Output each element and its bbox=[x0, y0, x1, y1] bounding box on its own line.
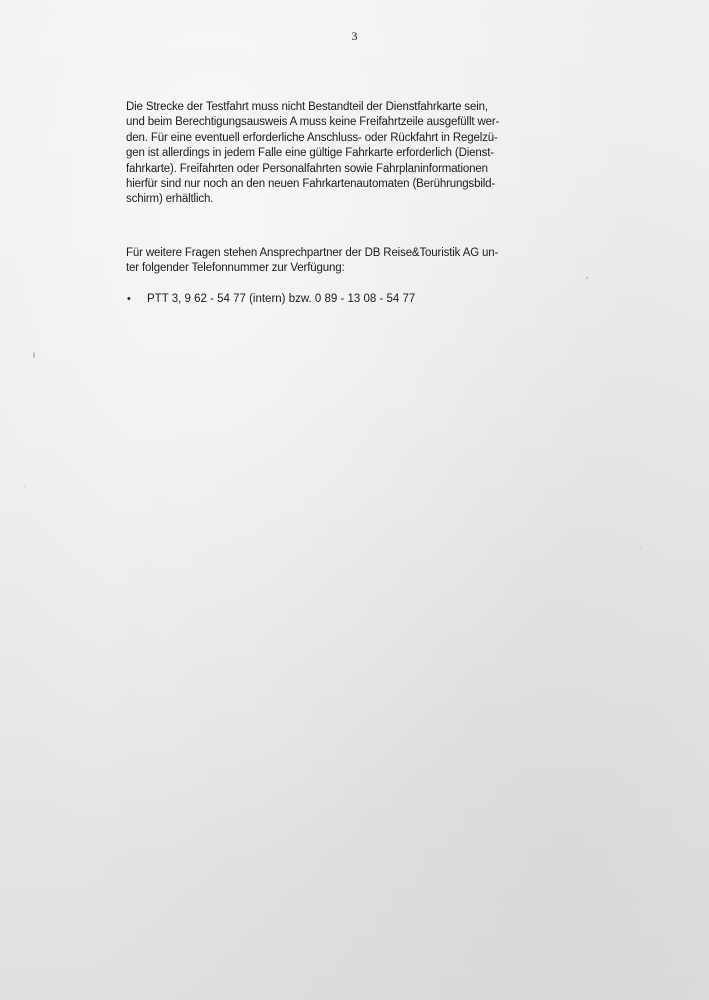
paragraph-line: hierfür sind nur noch an den neuen Fahrkartenautomaten (Berührungsbild- bbox=[126, 178, 496, 191]
paragraph-line: ter folgender Telefonnummer zur Verfügung: bbox=[126, 262, 345, 275]
speck bbox=[24, 486, 25, 487]
paragraph-line: und beim Berechtigungsausweis A muss keine Freifahrtzeile ausgefüllt wer- bbox=[126, 116, 500, 129]
speck bbox=[586, 277, 588, 279]
paragraph-line: den. Für eine eventuell erforderliche Anschluss- oder Rückfahrt in Regelzü- bbox=[126, 131, 498, 144]
list-item bbox=[126, 292, 415, 307]
paragraph-line: Für weitere Fragen stehen Ansprechpartner der DB Reise&Touristik AG un- bbox=[126, 247, 499, 259]
paragraph-line: schirm) erhältlich. bbox=[126, 193, 214, 206]
paragraph-contact-info bbox=[126, 246, 566, 277]
bullet-icon: • bbox=[127, 293, 131, 305]
paragraph-line: Die Strecke der Testfahrt muss nicht Bestandteil der Dienstfahrkarte sein, bbox=[126, 101, 488, 113]
paragraph-line: gen ist allerdings in jedem Falle eine gültige Fahrkarte erforderlich (Dienst- bbox=[126, 147, 494, 160]
paragraph-test-ride-info bbox=[126, 100, 566, 208]
speck bbox=[640, 548, 641, 549]
phone-number-text: PTT 3, 9 62 - 54 77 (intern) bzw. 0 89 - 13 08 - 54 77 bbox=[147, 293, 416, 305]
speck bbox=[33, 352, 35, 358]
paragraph-line: fahrkarte). Freifahrten oder Personalfahrten sowie Fahrplaninformationen bbox=[126, 162, 488, 175]
contact-list bbox=[126, 292, 415, 307]
page-number: 3 bbox=[351, 29, 358, 43]
